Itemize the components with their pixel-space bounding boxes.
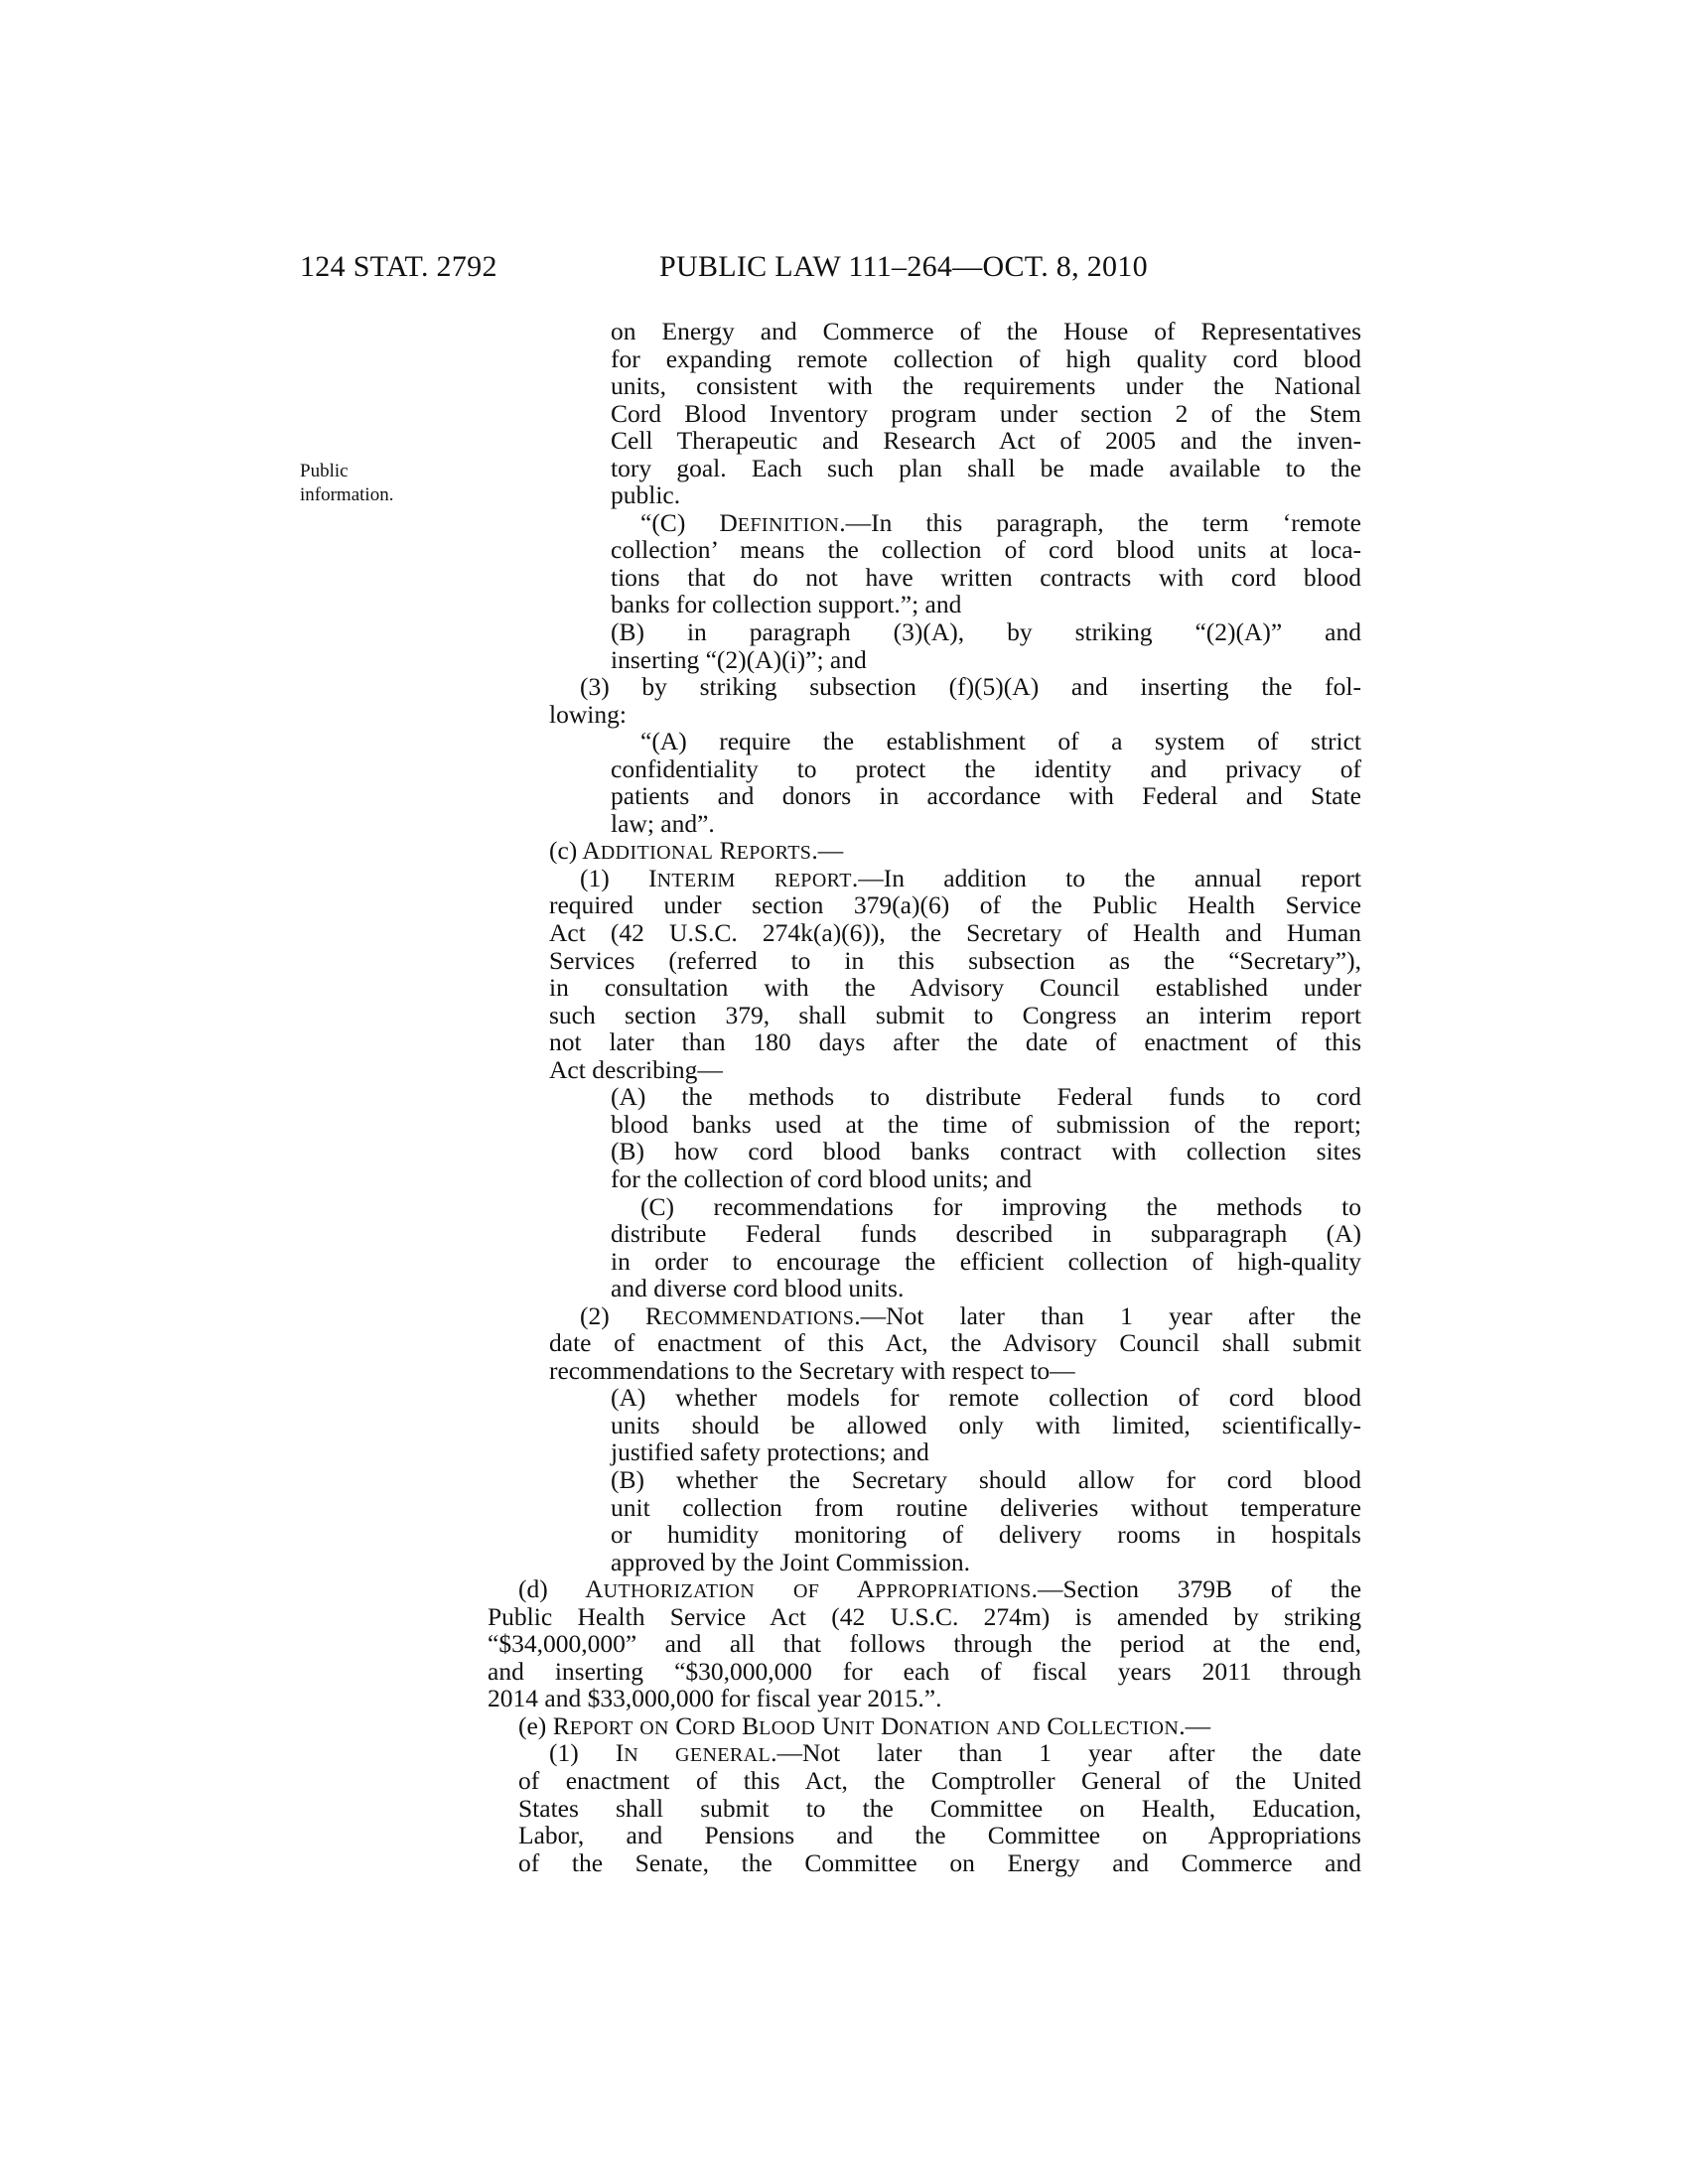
text-line: recommendations to the Secretary with respect to— — [549, 1355, 1075, 1385]
text-line: in consultation with the Advisory Council established under — [549, 973, 1361, 1003]
margin-note-line: Public — [300, 461, 349, 481]
text-line: Act (42 U.S.C. 274k(a)(6)), the Secretary of Health and Human — [549, 918, 1361, 948]
text-line: banks for collection support.”; and — [611, 590, 962, 619]
text-line: (c) ADDITIONAL REPORTS.— — [549, 836, 844, 866]
text-line: on Energy and Commerce of the House of Representatives — [611, 317, 1361, 345]
text-line: patients and donors in accordance with Federal and State — [611, 781, 1361, 811]
text-line: for the collection of cord blood units; and — [611, 1163, 1033, 1193]
text-line: and diverse cord blood units. — [611, 1274, 905, 1303]
text-line: (A) the methods to distribute Federal funds to cord — [611, 1082, 1361, 1112]
running-header: PUBLIC LAW 111–264—OCT. 8, 2010 — [659, 250, 1148, 283]
page-number: 124 STAT. 2792 — [300, 250, 497, 283]
text-line: “$34,000,000” and all that follows through the period at the end, — [488, 1629, 1361, 1659]
text-line: collection’ means the collection of cord blood units at loca- — [611, 535, 1361, 565]
text-line: tions that do not have written contracts with cord blood — [611, 562, 1361, 592]
text-line: required under section 379(a)(6) of the Public Health Service — [549, 890, 1361, 920]
text-line: inserting “(2)(A)(i)”; and — [611, 644, 867, 674]
text-line: States shall submit to the Committee on Health, Education, — [518, 1793, 1361, 1823]
text-line: units should be allowed only with limited, scientifically- — [611, 1410, 1361, 1439]
text-line: Services (referred to in this subsection as the “Secretary”), — [549, 945, 1361, 975]
text-line: public. — [611, 480, 681, 510]
text-line: and inserting “$30,000,000 for each of fiscal years 2011 through — [488, 1656, 1361, 1686]
text-line: (A) whether models for remote collection of cord blood — [611, 1383, 1361, 1413]
text-line: blood banks used at the time of submission of the report; — [611, 1109, 1361, 1139]
text-line: Cell Therapeutic and Research Act of 2005 and the inven- — [611, 426, 1361, 456]
text-line: Cord Blood Inventory program under section 2 of the Stem — [611, 398, 1361, 428]
margin-note-line: information. — [300, 484, 394, 505]
text-line: such section 379, shall submit to Congress an interim report — [549, 1000, 1361, 1029]
text-line: (d) AUTHORIZATION OF APPROPRIATIONS.—Section 379B of the — [518, 1574, 1362, 1604]
text-line: “(A) require the establishment of a system of strict — [640, 727, 1361, 756]
text-line: in order to encourage the efficient collection of high-quality — [611, 1246, 1361, 1276]
text-line: (B) how cord blood banks contract with collection sites — [611, 1137, 1361, 1166]
text-line: distribute Federal funds described in subparagraph (A) — [611, 1219, 1361, 1249]
text-line: date of enactment of this Act, the Advisory Council shall submit — [549, 1328, 1361, 1358]
text-line: Act describing— — [549, 1054, 723, 1084]
text-line: law; and”. — [611, 808, 715, 838]
text-line: or humidity monitoring of delivery rooms in hospitals — [611, 1520, 1361, 1550]
text-line: “(C) DEFINITION.—In this paragraph, the term ‘remote — [640, 507, 1361, 537]
text-line: not later than 180 days after the date of enactment of this — [549, 1027, 1361, 1057]
text-line: (3) by striking subsection (f)(5)(A) and inserting the fol- — [580, 672, 1361, 702]
text-line: confidentiality to protect the identity and privacy of — [611, 753, 1361, 783]
text-line: (C) recommendations for improving the methods to — [640, 1191, 1361, 1221]
text-line: 2014 and $33,000,000 for fiscal year 2015.”. — [488, 1684, 942, 1713]
text-line: approved by the Joint Commission. — [611, 1547, 970, 1576]
text-line: tory goal. Each such plan shall be made available to the — [611, 453, 1361, 482]
text-line: (B) whether the Secretary should allow for cord blood — [611, 1464, 1361, 1494]
statute-text — [488, 317, 1362, 1877]
text-line: Labor, and Pensions and the Committee on Appropriations — [518, 1821, 1361, 1850]
text-line: units, consistent with the requirements under the National — [611, 371, 1361, 401]
text-line: (1) INTERIM REPORT.—In addition to the annual report — [580, 863, 1361, 892]
text-line: (1) IN GENERAL.—Not later than 1 year after the date — [549, 1738, 1362, 1768]
text-line: for expanding remote collection of high quality cord blood — [611, 343, 1361, 373]
text-line: lowing: — [549, 699, 627, 729]
text-line: unit collection from routine deliveries without temperature — [611, 1492, 1361, 1522]
text-line: (2) RECOMMENDATIONS.—Not later than 1 year after the — [580, 1300, 1362, 1330]
text-line: of the Senate, the Committee on Energy and Commerce and — [518, 1847, 1361, 1877]
margin-note — [300, 460, 393, 507]
text-line: of enactment of this Act, the Comptroller General of the United — [518, 1765, 1361, 1795]
text-line: (B) in paragraph (3)(A), by striking “(2)(A)” and — [611, 617, 1361, 647]
text-line: Public Health Service Act (42 U.S.C. 274m) is amended by striking — [488, 1601, 1361, 1631]
text-line: justified safety protections; and — [611, 1437, 929, 1467]
text-line: (e) REPORT ON CORD BLOOD UNIT DONATION AND COLLECTION.— — [518, 1710, 1211, 1740]
